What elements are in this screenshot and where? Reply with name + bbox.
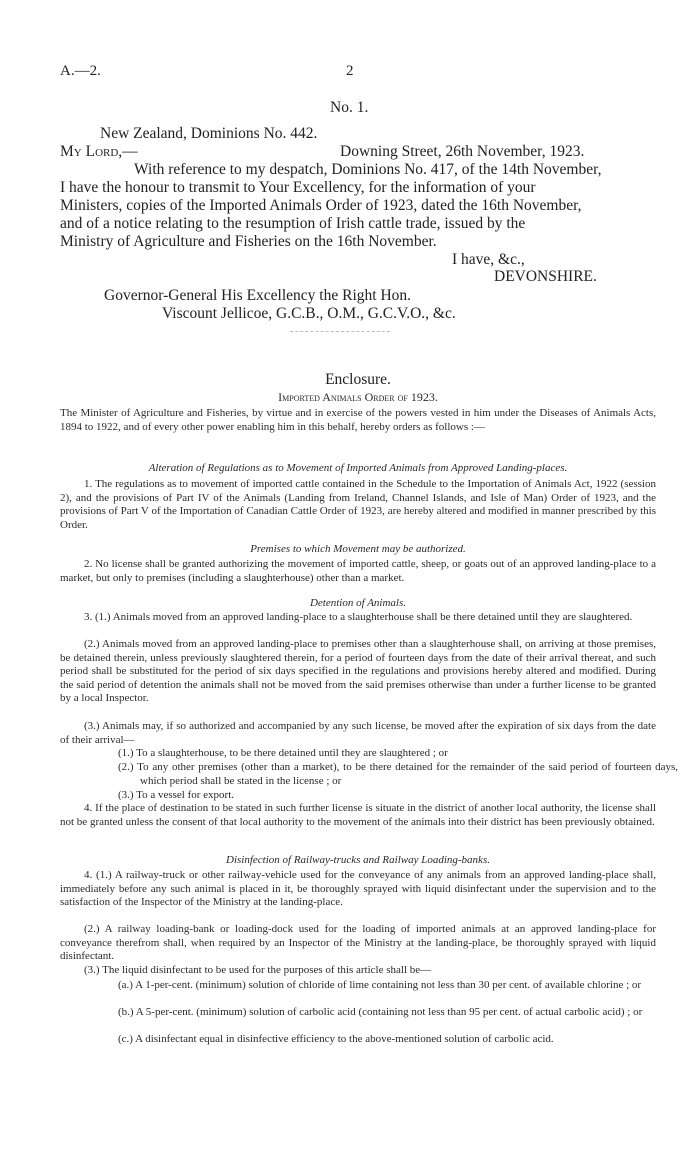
- paragraph-2: 2. No license shall be granted authorizing the movement of imported cattle, sheep, or goats out of an approved landing-place to a market, but only to premises (including a slaughterhouse) other than a market.: [60, 558, 656, 584]
- heading-detention: Detention of Animals.: [309, 597, 407, 609]
- page-number: 2: [346, 63, 354, 79]
- heading-premises: Premises to which Movement may be authorized.: [250, 543, 466, 555]
- list-item: (a.) A 1-per-cent. (minimum) solution of chloride of lime containing not less than 30 per cent. of available chlorine ; or: [118, 979, 642, 991]
- letter-number: No. 1.: [330, 99, 369, 116]
- list-item: (1.) To a slaughterhouse, to be there detained until they are slaughtered ; or: [118, 747, 448, 759]
- paragraph-4-3: (3.) The liquid disinfectant to be used for the purposes of this article shall be—: [84, 964, 432, 976]
- paragraph-1: 1. The regulations as to movement of imported cattle contained in the Schedule to the Importation of Animals Act, 1922 (session 2), and the provisions of Part IV of the Animals (Landing from Ireland, Channel Islands, and Isle of Man) Order of 1923, and the provisions of Part V of the Importation of Canadian Cattle Order of 1923, are hereby altered and modified in manner prescribed by this Order.: [60, 478, 656, 531]
- letter-addressee: Governor-General His Excellency the Right Hon.: [104, 287, 412, 304]
- paragraph-4a: 4. If the place of destination to be stated in such further license is situate in the district of another local authority, the license shall not be granted unless the consent of that local authority to the movement of the animals into their district has been previously obtained.: [60, 802, 656, 828]
- order-title: Imported Animals Order of 1923.: [278, 390, 438, 404]
- list-item: (3.) To a vessel for export.: [118, 789, 235, 801]
- heading-alteration: Alteration of Regulations as to Movement of Imported Animals from Approved Landing-places.: [148, 462, 568, 474]
- letter-body-line: Ministry of Agriculture and Fisheries on the 16th November.: [60, 233, 437, 250]
- letter-body-line: and of a notice relating to the resumption of Irish cattle trade, issued by the: [60, 215, 526, 232]
- enclosure-title: Enclosure.: [325, 371, 391, 388]
- document-code: A.—2.: [60, 63, 101, 79]
- letter-closing: I have, &c.,: [452, 251, 525, 268]
- paragraph-3-2: (2.) Animals moved from an approved landing-place to premises other than a slaughterhouse shall, on arriving at those premises, be detained therein, unless previously slaughtered therein, for a period of fourteen days from the date of their arrival thereat, and such period shall be substituted for the period of six days specified in the regulations and provisions hereby altered and modified. During the said period of detention the animals shall not be moved from the said premises otherwise than under a further license to be granted by a local Inspector.: [60, 638, 656, 705]
- list-item: (c.) A disinfectant equal in disinfective efficiency to the above-mentioned solution of carbolic acid.: [118, 1033, 554, 1045]
- letter-addressee: Viscount Jellicoe, G.C.B., O.M., G.C.V.O., &c.: [162, 305, 456, 322]
- letter-reference: New Zealand, Dominions No. 442.: [100, 125, 318, 142]
- letter-body-line: With reference to my despatch, Dominions No. 417, of the 14th November,: [134, 161, 602, 178]
- list-item: (2.) To any other premises (other than a market), to be there detained for the remainder of the said period of fourteen days, which period shall be stated in the license ; or: [118, 761, 678, 787]
- heading-disinfection: Disinfection of Railway-trucks and Railway Loading-banks.: [226, 854, 490, 866]
- paragraph-3-3: (3.) Animals may, if so authorized and accompanied by any such license, be moved after the expiration of six days from the date of their arrival—: [60, 720, 656, 746]
- letter-body-line: Ministers, copies of the Imported Animals Order of 1923, dated the 16th November,: [60, 197, 582, 214]
- letter-body-line: I have the honour to transmit to Your Excellency, for the information of your: [60, 179, 536, 196]
- letter-signature: DEVONSHIRE.: [494, 268, 597, 285]
- paragraph-4-2: (2.) A railway loading-bank or loading-dock used for the loading of imported animals at an approved landing-place for conveyance therefrom shall, when required by an Inspector of the Ministry at the landing-place, be thoroughly sprayed with liquid disinfectant.: [60, 923, 656, 963]
- letter-address-date: Downing Street, 26th November, 1923.: [340, 143, 585, 160]
- list-item: (b.) A 5-per-cent. (minimum) solution of carbolic acid (containing not less than 95 per cent. of actual carbolic acid) ; or: [118, 1006, 643, 1018]
- section-divider: [290, 331, 390, 332]
- paragraph-3-1: 3. (1.) Animals moved from an approved landing-place to a slaughterhouse shall be there detained until they are slaughtered.: [84, 611, 633, 623]
- letter-salutation: My Lord,—: [60, 143, 138, 160]
- paragraph-4-1: 4. (1.) A railway-truck or other railway-vehicle used for the conveyance of any animals from an approved landing-place shall, immediately before any such animal is placed in it, be thoroughly sprayed with liquid disinfectant under the supervision and to the satisfaction of the Inspector of the Ministry at the landing-place.: [60, 869, 656, 909]
- preamble: The Minister of Agriculture and Fisheries, by virtue and in exercise of the powers vested in him under the Diseases of Animals Acts, 1894 to 1922, and of every other power enabling him in this behalf, hereby orders as follows :—: [60, 407, 656, 433]
